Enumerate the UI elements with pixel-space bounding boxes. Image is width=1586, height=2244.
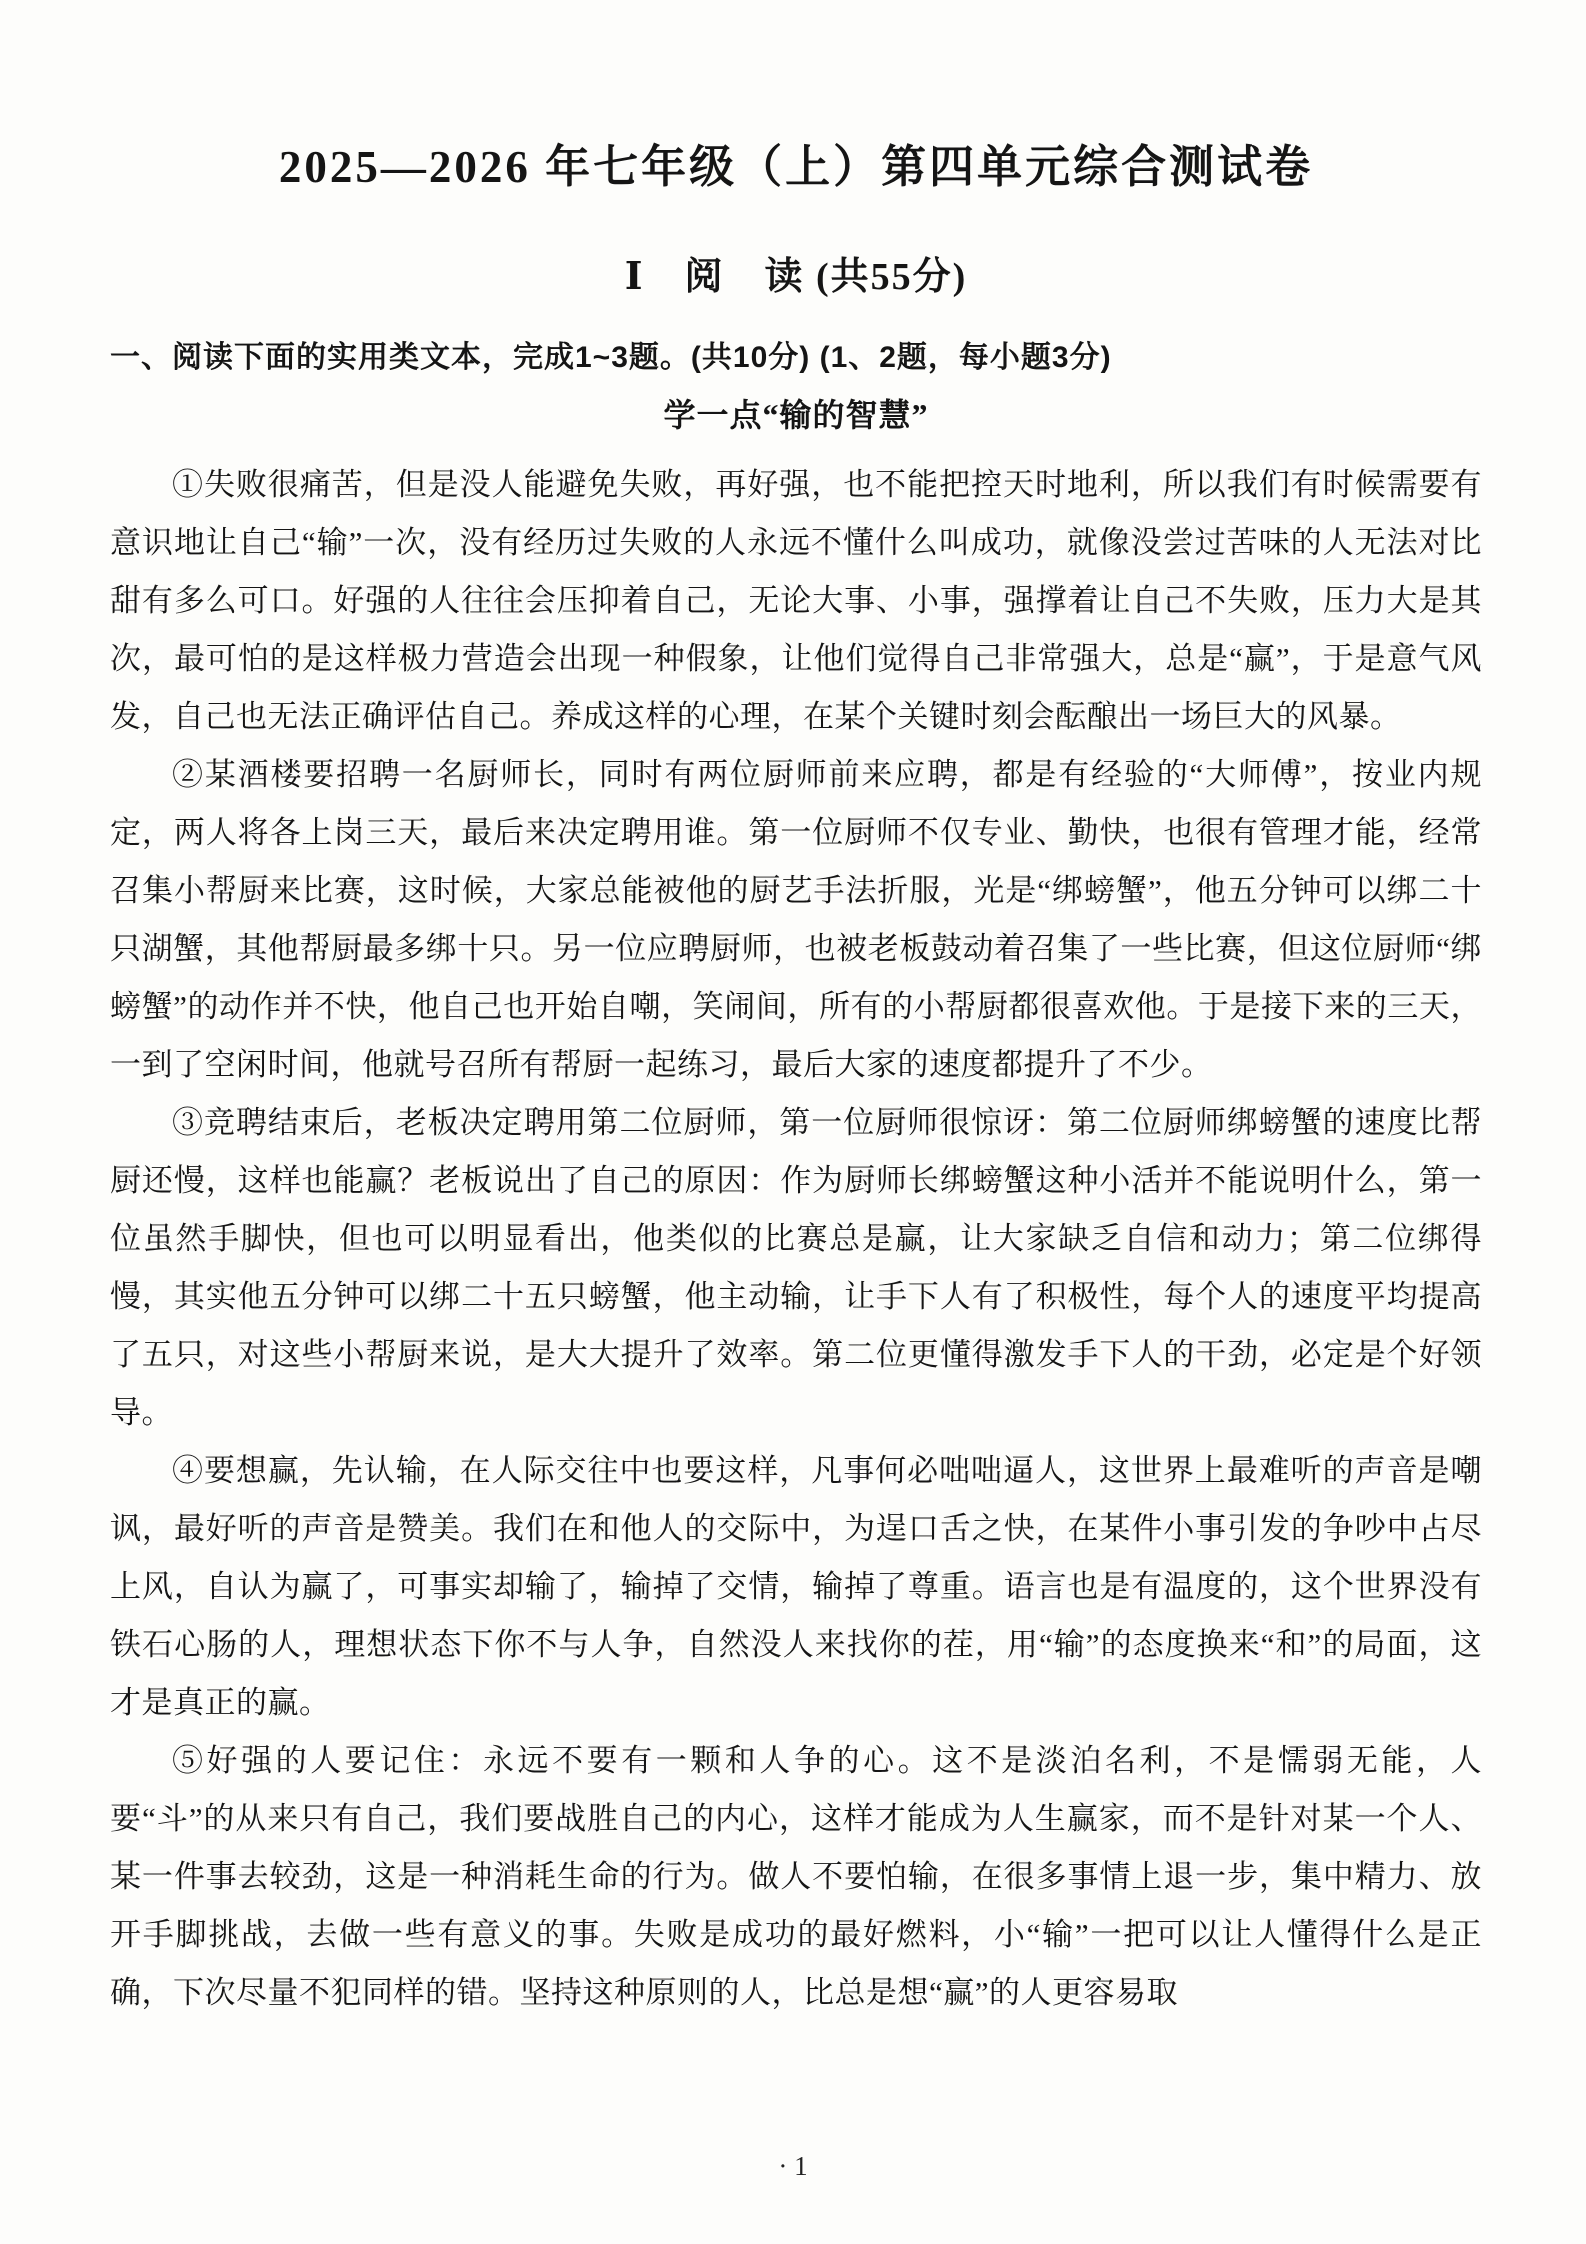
question-instruction: 一、阅读下面的实用类文本，完成1~3题。(共10分) (1、2题，每小题3分) (110, 341, 1112, 374)
paragraph-3: ③竞聘结束后，老板决定聘用第二位厨师，第一位厨师很惊讶：第二位厨师绑螃蟹的速度比帮厨还慢，这样也能赢？老板说出了自己的原因：作为厨师长绑螃蟹这种小活并不能说明什么，第一位虽然手脚快，但也可以明显看出，他类似的比赛总是赢，让大家缺乏自信和动力；第二位绑得慢，其实他五分钟可以绑二十五只螃蟹，他主动输，让手下人有了积极性，每个人的速度平均提高了五只，对这些小帮厨来说，是大大提升了效率。第二位更懂得激发手下人的干劲，必定是个好领导。 (110, 1105, 1482, 1430)
paper-title: 2025—2026 年七年级（上）第四单元综合测试卷 (278, 142, 1314, 192)
page-number: · 1 (778, 2151, 808, 2181)
paragraph-4: ④要想赢，先认输，在人际交往中也要这样，凡事何必咄咄逼人，这世界上最难听的声音是嘲讽，最好听的声音是赞美。我们在和他人的交际中，为逞口舌之快，在某件小事引发的争吵中占尽上风，自认为赢了，可事实却输了，输掉了交情，输掉了尊重。语言也是有温度的，这个世界没有铁石心肠的人，理想状态下你不与人争，自然没人来找你的茬，用“输”的态度换来“和”的局面，这才是真正的赢。 (110, 1453, 1482, 1720)
paragraph-5: ⑤好强的人要记住：永远不要有一颗和人争的心。这不是淡泊名利，不是懦弱无能，人要“斗”的从来只有自己，我们要战胜自己的内心，这样才能成为人生赢家，而不是针对某一个人、某一件事去较劲，这是一种消耗生命的行为。做人不要怕输，在很多事情上退一步，集中精力、放开手脚挑战，去做一些有意义的事。失败是成功的最好燃料，小“输”一把可以让人懂得什么是正确，下次尽量不犯同样的错。坚持这种原则的人，比总是想“赢”的人更容易取 (110, 1743, 1482, 2010)
article-title: 学一点“输的智慧” (663, 397, 929, 433)
paragraph-1: ①失败很痛苦，但是没人能避免失败，再好强，也不能把控天时地利，所以我们有时候需要有意识地让自己“输”一次，没有经历过失败的人永远不懂什么叫成功，就像没尝过苦味的人无法对比甜有多么可口。好强的人往往会压抑着自己，无论大事、小事，强撑着让自己不失败，压力大是其次，最可怕的是这样极力营造会出现一种假象，让他们觉得自己非常强大，总是“赢”，于是意气风发，自己也无法正确评估自己。养成这样的心理，在某个关键时刻会酝酿出一场巨大的风暴。 (110, 467, 1482, 734)
paragraph-2: ②某酒楼要招聘一名厨师长，同时有两位厨师前来应聘，都是有经验的“大师傅”，按业内规定，两人将各上岗三天，最后来决定聘用谁。第一位厨师不仅专业、勤快，也很有管理才能，经常召集小帮厨来比赛，这时候，大家总能被他的厨艺手法折服，光是“绑螃蟹”，他五分钟可以绑二十只湖蟹，其他帮厨最多绑十只。另一位应聘厨师，也被老板鼓动着召集了一些比赛，但这位厨师“绑螃蟹”的动作并不快，他自己也开始自嘲，笑闹间，所有的小帮厨都很喜欢他。于是接下来的三天，一到了空闲时间，他就号召所有帮厨一起练习，最后大家的速度都提升了不少。 (110, 757, 1482, 1082)
section-heading: Ⅰ 阅 读 (共55分) (624, 256, 968, 298)
article-body (110, 456, 1482, 2022)
